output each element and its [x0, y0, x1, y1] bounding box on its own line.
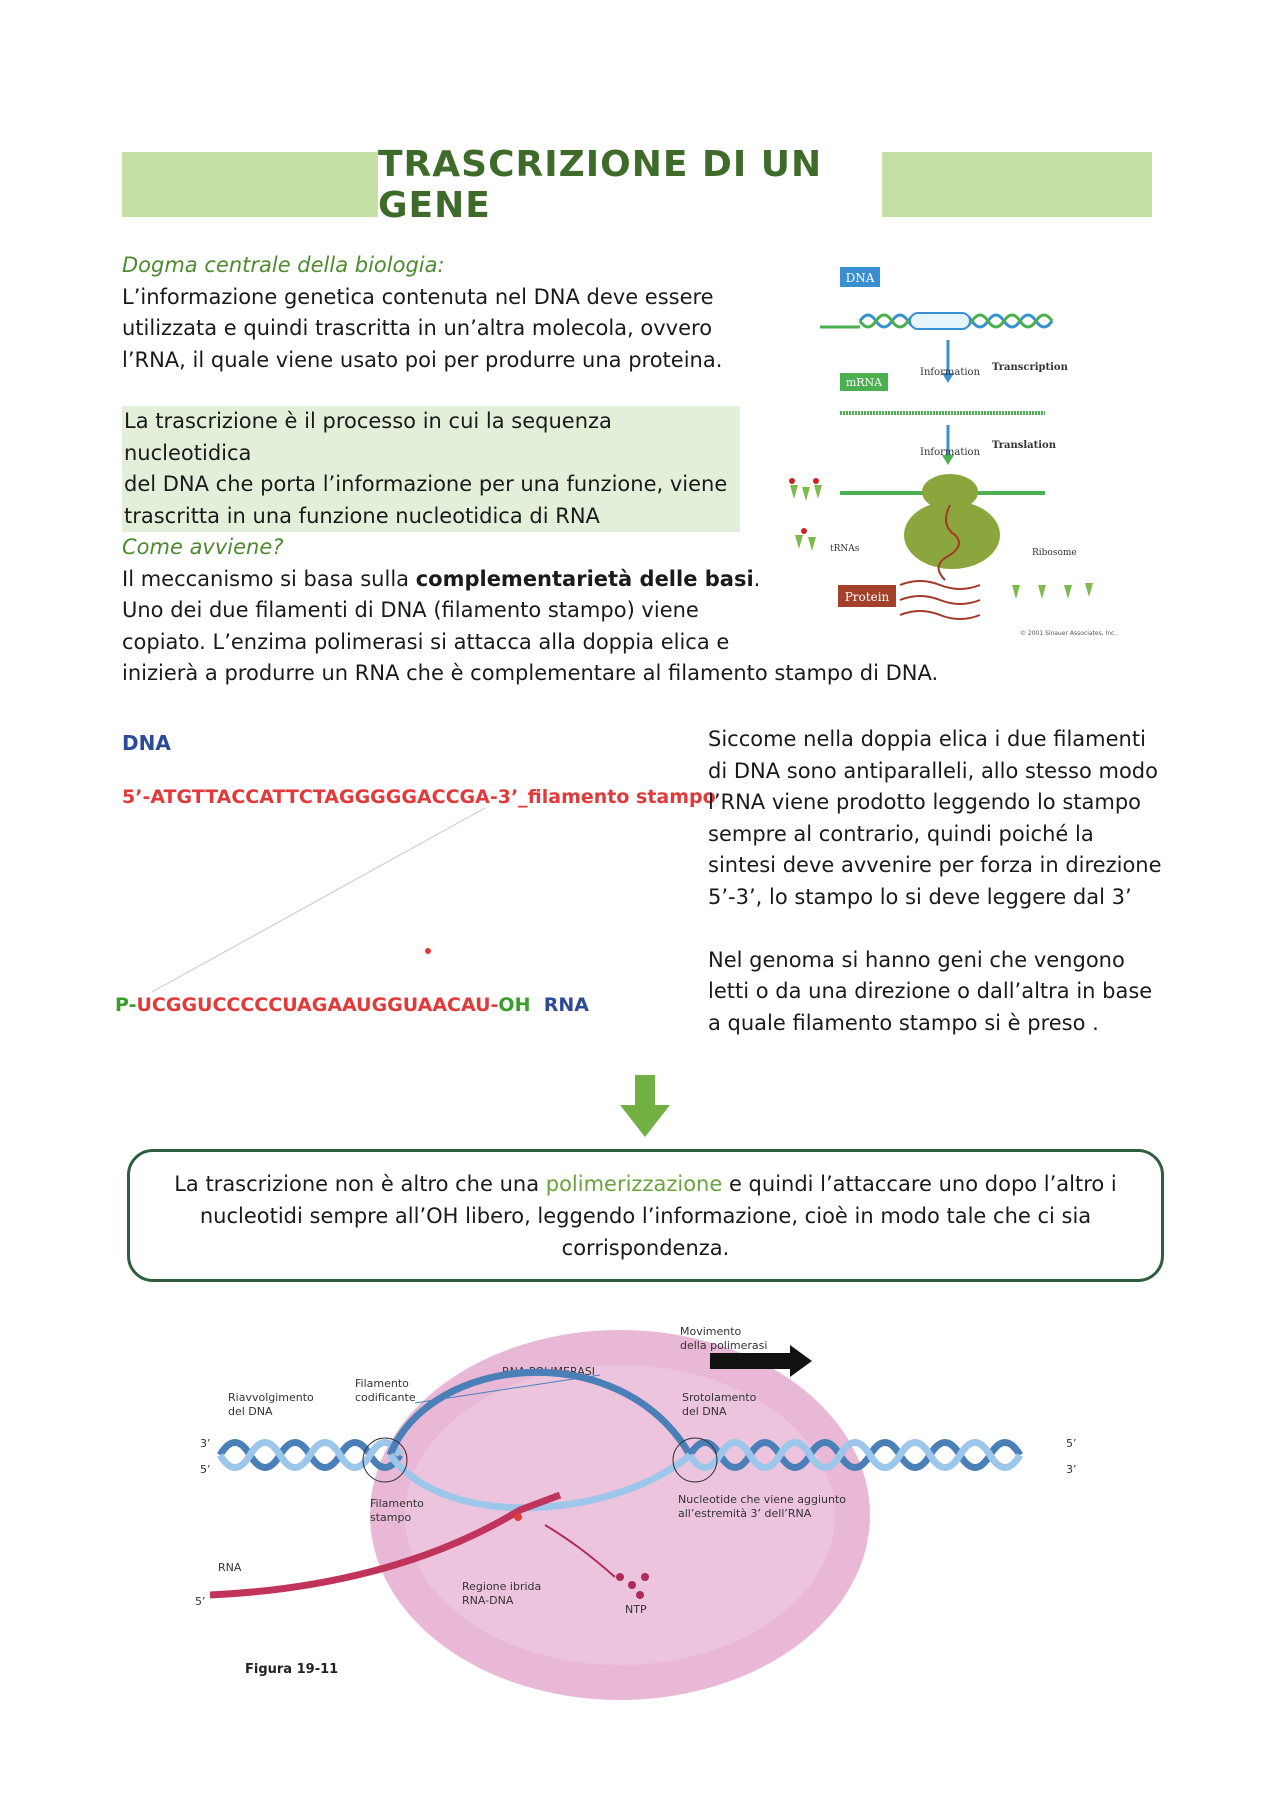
five-prime-label: 5’ [200, 1463, 211, 1476]
dna-sequence-label: DNA [122, 731, 171, 755]
how-heading: Come avviene? [122, 535, 284, 559]
protein-chain-icon [900, 581, 980, 619]
protein-label: Protein [844, 590, 890, 604]
summary-box [127, 1149, 1164, 1282]
ribosome-label: Ribosome [1032, 548, 1077, 558]
information-label: Information [920, 367, 981, 378]
antiparallel-line: a quale filamento stampo si è preso . [708, 1010, 1099, 1035]
filamento-codificante-label: codificante [355, 1391, 416, 1404]
filamento-stampo-label: Filamento [370, 1497, 424, 1510]
antiparallel-line: 5’-3’, lo stampo lo si deve leggere dal 3’ [708, 884, 1132, 909]
antiparallel-line: Siccome nella doppia elica i due filamenti [708, 727, 1146, 751]
rna-bases: UCGGUCCCCCUAGAAUGGUAACAU- [136, 994, 499, 1016]
riavvolgimento-label: Riavvolgimento [228, 1391, 314, 1404]
antiparallel-paragraph [708, 724, 1178, 1039]
three-prime-label: 3’ [1066, 1463, 1077, 1476]
dna-helix-icon [820, 313, 1052, 329]
how-line: copiato. L’enzima polimerasi si attacca alla doppia elica e [122, 629, 730, 654]
antiparallel-line: Nel genoma si hanno geni che vengono [708, 947, 1125, 972]
information-label: Information [920, 447, 981, 458]
nucleotide-label: Nucleotide che viene aggiunto [678, 1493, 847, 1506]
filamento-stampo-label: stampo [370, 1511, 412, 1524]
rna-label: RNA [543, 994, 589, 1016]
marker-dot [425, 948, 431, 954]
dogma-paragraph [122, 250, 782, 376]
rna-strand [115, 994, 589, 1016]
summary-highlight: polimerizzazione [545, 1171, 723, 1196]
rna-label: RNA [218, 1561, 242, 1574]
filamento-codificante-label: Filamento [355, 1377, 409, 1390]
rna-polimerasi-label: RNA POLIMERASI [502, 1365, 595, 1378]
definition-line: del DNA che porta l’informazione per una funzione, viene [124, 472, 728, 496]
summary-text-pre: La trascrizione non è altro che una [174, 1171, 546, 1196]
three-prime-label: 3’ [200, 1437, 211, 1450]
regione-ibrida-label: RNA-DNA [462, 1594, 514, 1607]
summary-text-post: e quindi l’attaccare uno dopo l’altro i nucleotidi sempre all’OH libero, leggendo l’informazione, cioè in modo tale che ci sia corrispondenza. [199, 1171, 1117, 1260]
regione-ibrida-label: Regione ibrida [462, 1580, 542, 1593]
dogma-line: L’informazione genetica contenuta nel DNA deve essere [122, 284, 714, 309]
riavvolgimento-label: del DNA [228, 1405, 273, 1418]
nucleotide-label: all’estremità 3’ dell’RNA [678, 1507, 812, 1520]
antiparallel-line: sintesi deve avvenire per forza in direzione [708, 853, 1162, 877]
srotolamento-label: del DNA [682, 1405, 727, 1418]
how-bold-text: complementarietà delle basi [415, 566, 754, 591]
mrna-label: mRNA [845, 376, 883, 389]
rna-polymerase-figure [195, 1315, 1100, 1695]
srotolamento-label: Srotolamento [682, 1391, 757, 1404]
antiparallel-line: sempre al contrario, quindi poiché la [708, 821, 1094, 846]
dna-strand: 5’-ATGTTACCATTCTAGGGGGACCGA-3’_filamento stampo [122, 786, 716, 808]
definition-highlight [122, 406, 740, 532]
rna-p-end: P- [115, 994, 137, 1016]
central-dogma-figure [780, 255, 1125, 645]
strand-connector [140, 800, 540, 1000]
down-arrow-icon [620, 1075, 670, 1137]
how-line: inizierà a produrre un RNA che è complementare al filamento stampo di DNA. [122, 661, 939, 685]
movement-label: Movimento [680, 1325, 742, 1338]
dna-label: DNA [845, 271, 875, 285]
antiparallel-line: letti o da una direzione o dall’altra in base [708, 979, 1153, 1003]
definition-line: La trascrizione è il processo in cui la sequenza nucleotidica [124, 409, 612, 465]
title-band-left [122, 152, 378, 217]
five-prime-label: 5’ [1066, 1437, 1077, 1450]
dogma-line: utilizzata e quindi trascritta in un’altra molecola, ovvero [122, 316, 713, 340]
how-text: Il meccanismo si basa sulla [122, 566, 416, 591]
antiparallel-line: di DNA sono antiparalleli, allo stesso modo [708, 758, 1158, 783]
dogma-line: l’RNA, il quale viene usato poi per produrre una proteina. [122, 347, 723, 372]
translation-label: Translation [992, 440, 1056, 451]
copyright-label: © 2001 Sinauer Associates, Inc. [1020, 630, 1117, 637]
ntp-label: NTP [625, 1603, 647, 1616]
rna-oh-end: OH [498, 994, 531, 1016]
movement-label: della polimerasi [680, 1339, 768, 1352]
how-line: Uno dei due filamenti di DNA (filamento stampo) viene [122, 598, 699, 622]
figure-caption: Figura 19-11 [245, 1662, 339, 1677]
title-bar [122, 143, 1152, 226]
title-band-right [882, 152, 1152, 217]
definition-line: trascritta in una funzione nucleotidica di RNA [124, 503, 600, 528]
page-title: TRASCRIZIONE DI UN GENE [378, 143, 823, 226]
dogma-heading: Dogma centrale della biologia: [122, 253, 445, 277]
trnas-label: tRNAs [830, 544, 860, 554]
antiparallel-line: l’RNA viene prodotto leggendo lo stampo [708, 790, 1141, 814]
transcription-label: Transcription [992, 362, 1068, 373]
ribosome-icon [904, 501, 1000, 569]
how-text: . [753, 566, 761, 591]
summary-text [170, 1168, 1121, 1264]
five-prime-label: 5’ [195, 1595, 206, 1608]
